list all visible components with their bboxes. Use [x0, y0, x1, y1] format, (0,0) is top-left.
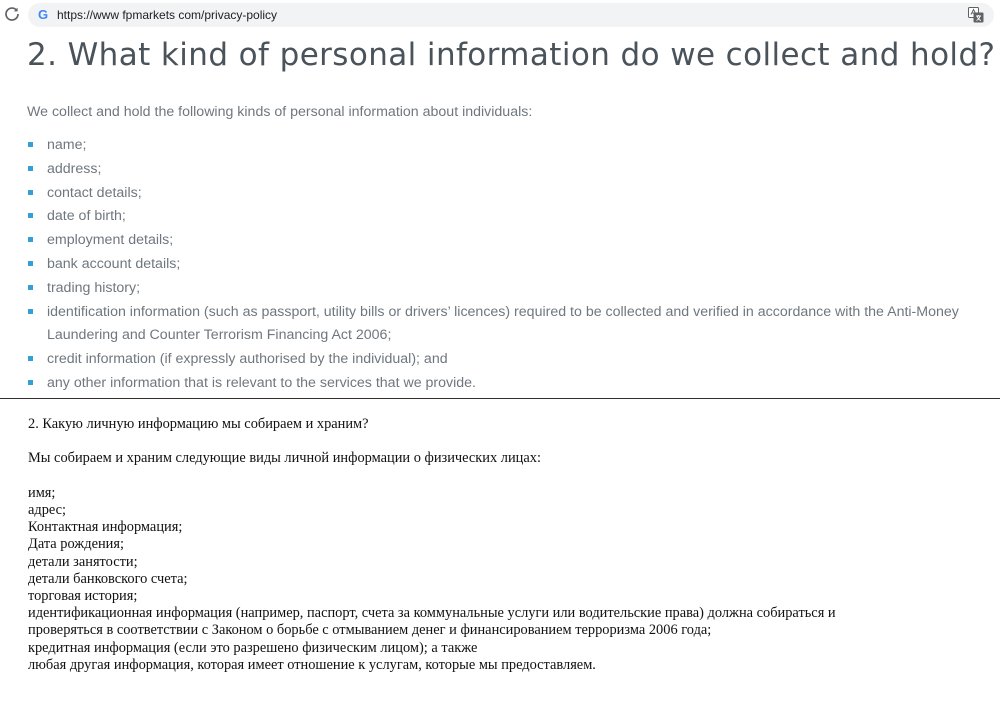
personal-info-list — [27, 134, 992, 396]
translate-icon[interactable] — [968, 7, 984, 23]
list-item: employment details; — [27, 229, 992, 253]
translation-line: кредитная информация (если это разрешено физическим лицом); а также — [28, 639, 478, 656]
translation-line: имя; — [28, 484, 56, 501]
intro-text: We collect and hold the following kinds of personal information about individuals: — [27, 104, 533, 120]
translation-heading: 2. Какую личную информацию мы собираем и храним? — [28, 416, 369, 432]
list-item: date of birth; — [27, 205, 992, 229]
bullet-marker — [28, 190, 33, 195]
list-item: trading history; — [27, 277, 992, 301]
page-title: 2. What kind of personal information do we collect and hold? — [27, 37, 996, 73]
bullet-marker — [28, 285, 33, 290]
list-item: any other information that is relevant to the services that we provide. — [27, 372, 992, 396]
list-item: address; — [27, 158, 992, 182]
translation-intro: Мы собираем и храним следующие виды личной информации о физических лицах: — [28, 450, 541, 467]
bullet-marker — [28, 356, 33, 361]
list-item: identification information (such as passport, utility bills or drivers’ licences) required to be collected and verified in accordance with the Anti-Money Laundering and Counter Terrorism Financing Act 2006; — [27, 301, 992, 349]
translation-line: адрес; — [28, 501, 67, 518]
translation-line: детали банковского счета; — [28, 570, 188, 587]
translation-line: Контактная информация; — [28, 519, 183, 536]
bullet-marker — [28, 237, 33, 242]
bullet-marker — [28, 213, 33, 218]
list-item: credit information (if expressly authorised by the individual); and — [27, 348, 992, 372]
bullet-marker — [28, 142, 33, 147]
reload-icon[interactable] — [4, 6, 20, 22]
translation-line: проверяться в соответствии с Законом о борьбе с отмыванием денег и финансированием терроризма 2006 года; — [28, 622, 712, 639]
url-text[interactable]: https://www fpmarkets com/privacy-policy — [57, 8, 278, 22]
translation-line: торговая история; — [28, 588, 138, 604]
bullet-marker — [28, 166, 33, 171]
translation-block — [28, 416, 988, 674]
list-item: name; — [27, 134, 992, 158]
address-bar[interactable] — [28, 3, 994, 27]
bullet-marker — [28, 309, 33, 314]
translation-line: Дата рождения; — [28, 536, 124, 553]
list-item: bank account details; — [27, 253, 992, 277]
bullet-marker — [28, 261, 33, 266]
browser-toolbar — [0, 0, 1000, 30]
translation-line: любая другая информация, которая имеет отношение к услугам, которые мы предоставляем. — [28, 656, 596, 673]
google-g-icon: G — [38, 7, 49, 22]
translation-line: идентификационная информация (например, паспорт, счета за коммунальные услуги или водительские права) должна собираться и — [28, 605, 836, 622]
bullet-marker — [28, 380, 33, 385]
section-divider — [0, 398, 1000, 399]
translation-line: детали занятости; — [28, 553, 138, 570]
list-item: contact details; — [27, 182, 992, 206]
